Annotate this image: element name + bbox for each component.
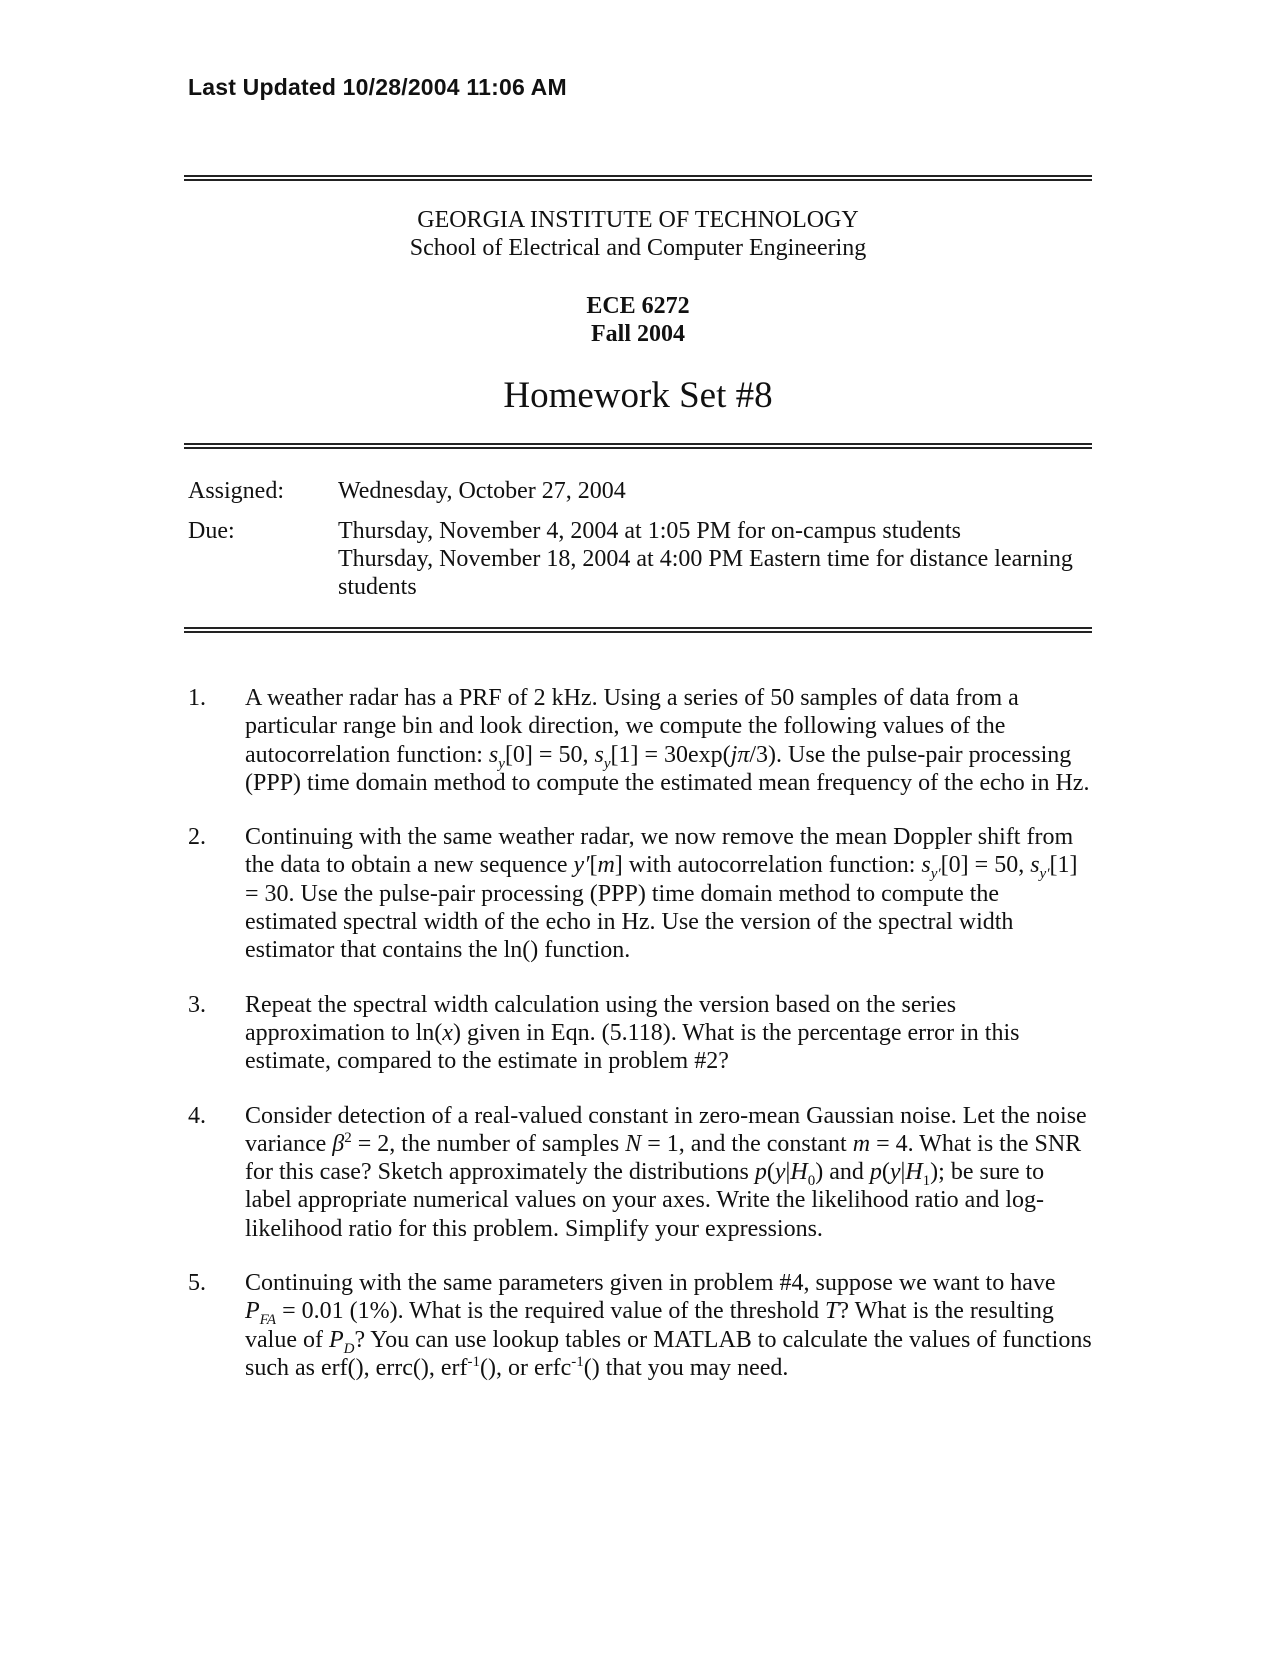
math-subscript: 0 [807,1172,816,1189]
math-symbol: s [921,852,931,879]
due-row [188,517,1092,601]
text-run: Consider detection of a real-valued constant in zero-mean Gaussian noise. Let the noise variance [245,1102,1087,1157]
math-symbol: β [332,1130,345,1157]
problem-number: 4. [188,1102,206,1129]
math-symbol: s [1030,852,1040,879]
text-run: = 0.01 (1%). What is the required value of the threshold [276,1298,826,1325]
page-title: Homework Set #8 [503,375,773,416]
text-run: A weather radar has a PRF of 2 kHz. Using a series of 50 samples of data from a particular range bin and look direction, we compute the following values of the autocorrelation function: [245,685,1019,768]
text-run: ] with autocorrelation function: [614,852,922,879]
text-run: Repeat the spectral width calculation using the version based on the series approximation to ln( [245,991,957,1046]
problem-number: 5. [188,1270,206,1297]
problem-number: 2. [188,824,206,851]
problem-4 [188,1102,1092,1243]
math-subscript: FA [259,1312,277,1329]
due-date-distance: Thursday, November 18, 2004 at 4:00 PM Eastern time for distance learning students [338,546,1073,600]
text-run: [ [589,852,598,879]
due-label: Due: [188,518,235,544]
math-symbol: T [825,1298,839,1325]
math-subscript: D [343,1340,355,1357]
math-superscript: 2 [344,1129,352,1146]
last-updated-stamp: Last Updated 10/28/2004 11:06 AM [188,74,567,100]
text-run: = 4. What is the SNR for this case? Sketch approximately the distributions [245,1130,1082,1186]
text-run: Continuing with the same weather radar, we now remove the mean Doppler shift from the data to obtain a new sequence [245,824,1074,879]
problem-3 [188,991,1092,1076]
math-subscript: 1 [922,1172,931,1189]
text-run: (), or erfc [480,1354,572,1381]
problem-text [245,823,1092,964]
course-term: Fall 2004 [591,321,685,347]
math-symbol: m [597,852,615,879]
school-name: School of Electrical and Computer Engineering [409,235,867,261]
math-symbol: π [737,741,750,768]
math-symbol: H [905,1159,923,1186]
bottom-double-rule [184,627,1092,633]
math-symbol: m [852,1130,871,1157]
math-superscript: -1 [571,1353,584,1370]
due-dates [338,517,1092,601]
institute-name: GEORGIA INSTITUTE OF TECHNOLOGY [417,207,859,233]
math-symbol: p [754,1159,767,1186]
problem-list [188,684,1092,1408]
assigned-row [188,477,1092,505]
problem-text [245,1269,1092,1382]
text-run: [1] = 30exp( [610,741,731,768]
text-run: ? What is the resulting value of [245,1298,1054,1353]
math-symbol: x [442,1019,453,1046]
problem-text: Consider detection of a real-valued constant in zero-mean Gaussian noise. Let the noise variance $\beta^2 = 2$, the number of samples N = 1, and the constant m = 4. What is the SNR for this case? Sketch approximately the distributions $p(y|H_0)$ and $p(y|H_1)$; be sure to label appropriate numerical values on your axes. Write the likelihood ratio and log-likelihood ratio for this problem. Simplify your expressions. [245,1102,1087,1242]
math-subscript: y′ [930,866,941,883]
text-run: /3). Use the pulse-pair processing (PPP) time domain method to compute the estimated mean frequency of the echo in Hz. [245,741,1090,796]
text-run: ? You can use lookup tables or MATLAB to calculate the values of functions such as erf(), errc(), erf [245,1326,1092,1381]
text-run: ) and [815,1159,870,1186]
text-run: ); be sure to label appropriate numerical values on your axes. Write the likelihood ratio and log-likelihood ratio for this problem. Simplify your expressions. [245,1159,1045,1242]
problem-2 [188,823,1092,964]
math-symbol: y [889,1159,901,1186]
problem-text [245,991,1092,1076]
math-symbol: y [774,1159,786,1186]
problem-text [245,684,1092,797]
math-symbol: y′ [573,852,590,879]
math-symbol: P [328,1326,344,1353]
math-symbol: s [594,741,604,768]
math-symbol: p [869,1159,882,1186]
assigned-label: Assigned: [188,478,284,504]
text-run: ) given in Eqn. (5.118). What is the percentage error in this estimate, compared to the estimate in problem #2? [245,1019,1020,1075]
text-run: = 1, and the constant [641,1130,853,1157]
problem-1 [188,684,1092,797]
title-block [184,206,1092,418]
course-number: ECE 6272 [586,293,690,319]
problem-number: 3. [188,991,206,1018]
top-double-rule [184,175,1092,181]
math-symbol: P [245,1298,260,1325]
math-superscript: -1 [467,1353,481,1370]
math-symbol: s [488,741,499,768]
text-run: = 2, the number of samples [351,1130,626,1157]
math-subscript: y′ [1039,866,1050,883]
math-subscript: y [498,755,505,772]
text-run: [1] = 30. Use the pulse-pair processing (PPP) time domain method to compute the estimated spectral width of the echo in Hz. Use the version of the spectral width estimator that contains the ln() function. [245,852,1078,964]
text-run: () that you may need. [583,1354,789,1381]
text-run: [0] = 50, [504,741,595,768]
due-date-on-campus: Thursday, November 4, 2004 at 1:05 PM for on-campus students [338,518,962,544]
problem-5 [188,1269,1092,1382]
math-symbol: j [730,741,738,768]
dates-section [188,477,1092,601]
text-run: [0] = 50, [940,852,1031,879]
math-symbol: H [790,1159,808,1186]
assigned-date: Wednesday, October 27, 2004 [338,478,626,504]
middle-double-rule [184,443,1092,449]
text-run: Continuing with the same parameters given in problem #4, suppose we want to have [245,1270,1056,1297]
problem-number: 1. [188,685,206,711]
math-subscript: y [603,755,611,772]
math-symbol: N [625,1130,642,1157]
